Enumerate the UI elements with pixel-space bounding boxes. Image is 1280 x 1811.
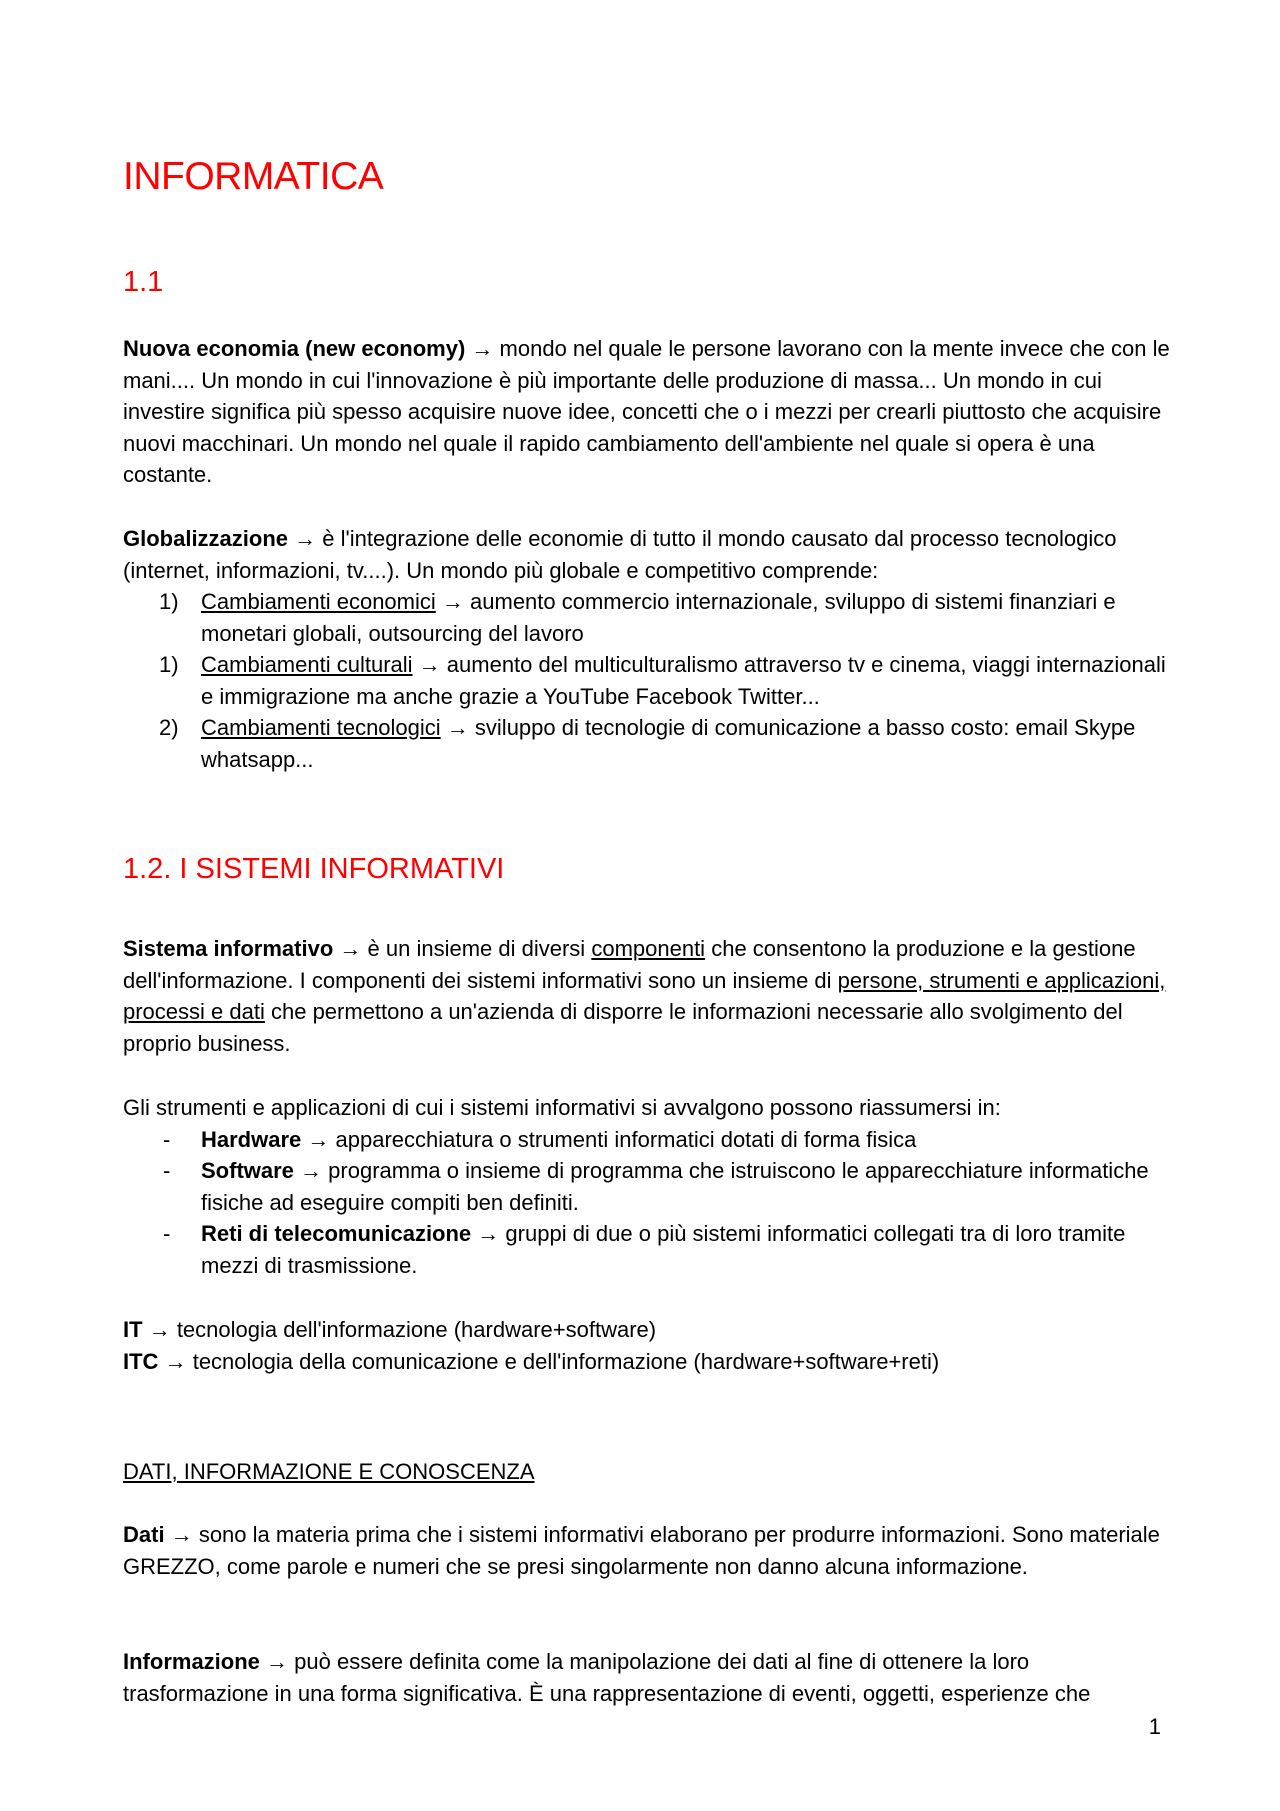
subsection-heading xyxy=(123,1456,1173,1488)
list-item-text: sviluppo di tecnologie di comunicazione a basso costo: email Skype whatsapp... xyxy=(201,715,1136,772)
paragraph-tools xyxy=(123,1092,1173,1281)
list-item-label: Cambiamenti culturali xyxy=(201,652,413,677)
term-dati: Dati xyxy=(123,1522,165,1547)
list-marker: - xyxy=(163,1126,171,1152)
list-item xyxy=(123,586,1173,649)
arrow-icon: → xyxy=(418,652,441,677)
list-item xyxy=(123,1155,1173,1218)
section-heading-1-1: 1.1 xyxy=(123,266,164,298)
tool-term: Hardware xyxy=(201,1126,302,1152)
paragraph-informazione xyxy=(123,1646,1173,1709)
arrow-icon: → xyxy=(477,1221,500,1246)
list-marker: 1) xyxy=(159,589,179,614)
arrow-icon: → xyxy=(300,1158,323,1183)
term-informazione: Informazione xyxy=(123,1649,260,1674)
info-system-text-c: che permettono a un'azienda di disporre le informazioni necessarie allo svolgimento del proprio business. xyxy=(123,999,1123,1056)
itc-text: tecnologia della comunicazione e dell'informazione (hardware+software+reti) xyxy=(192,1348,940,1374)
term-new-economy: Nuova economia (new economy) xyxy=(123,336,466,361)
page-number: 1 xyxy=(1148,1714,1161,1739)
tools-list xyxy=(123,1124,1173,1282)
paragraph-info-system xyxy=(123,933,1173,1059)
document-title: INFORMATICA xyxy=(123,155,384,198)
paragraph-new-economy xyxy=(123,333,1173,491)
arrow-icon: → xyxy=(294,526,317,551)
arrow-icon: → xyxy=(148,1317,171,1342)
list-item-label: Cambiamenti tecnologici xyxy=(201,715,441,740)
term-itc: ITC xyxy=(123,1348,159,1374)
section-heading-1-2: 1.2. I SISTEMI INFORMATIVI xyxy=(123,853,505,885)
arrow-icon: → xyxy=(266,1649,289,1674)
arrow-icon: → xyxy=(339,936,362,961)
tool-text: gruppi di due o più sistemi informatici collegati tra di loro tramite mezzi di trasmissione. xyxy=(201,1221,1126,1278)
people-tools-underlined: persone, strumenti e applicazioni, processi e dati xyxy=(123,967,1166,1024)
dati-text: sono la materia prima che i sistemi informativi elaborano per produrre informazioni. Sono materiale GREZZO, come parole e numeri che se presi singolarmente non danno alcuna informazione. xyxy=(123,1522,1160,1579)
info-system-text-b: che consentono la produzione e la gestione dell'informazione. I componenti dei sistemi informativi sono un insieme di xyxy=(123,936,1136,993)
data-section-heading: DATI, INFORMAZIONE E CONOSCENZA xyxy=(123,1459,535,1484)
paragraph-it-itc xyxy=(123,1314,1173,1377)
arrow-icon: → xyxy=(307,1126,330,1152)
globalization-text: è l'integrazione delle economie di tutto il mondo causato dal processo tecnologico (internet, informazioni, tv....). Un mondo più globale e competitivo comprende: xyxy=(123,526,1117,583)
informazione-text: può essere definita come la manipolazione dei dati al fine di ottenere la loro trasformazione in una forma significativa. È una rappresentazione di eventi, oggetti, esperienze che xyxy=(123,1649,1091,1706)
list-marker: - xyxy=(163,1158,171,1183)
list-item xyxy=(123,712,1173,775)
arrow-icon: → xyxy=(471,336,494,361)
list-item-text: aumento commercio internazionale, sviluppo di sistemi finanziari e monetari globali, outsourcing del lavoro xyxy=(201,589,1116,646)
tools-intro: Gli strumenti e applicazioni di cui i sistemi informativi si avvalgono possono riassumersi in: xyxy=(123,1095,1001,1120)
list-item-label: Cambiamenti economici xyxy=(201,589,436,614)
paragraph-globalization xyxy=(123,523,1173,775)
tool-text: apparecchiatura o strumenti informatici dotati di forma fisica xyxy=(335,1126,917,1152)
list-marker: 1) xyxy=(159,652,179,677)
term-info-system: Sistema informativo xyxy=(123,936,334,961)
list-item-text: aumento del multiculturalismo attraverso tv e cinema, viaggi internazionali e immigrazione ma anche grazie a YouTube Facebook Twitter... xyxy=(201,652,1166,709)
arrow-icon: → xyxy=(170,1522,193,1547)
list-item xyxy=(123,1218,1173,1281)
list-item xyxy=(123,1124,1173,1156)
term-it: IT xyxy=(123,1317,143,1342)
globalization-list xyxy=(123,586,1173,775)
it-text: tecnologia dell'informazione (hardware+software) xyxy=(176,1317,657,1342)
tool-term: Reti di telecomunicazione xyxy=(201,1221,472,1246)
components-underlined: componenti xyxy=(591,936,706,961)
paragraph-dati xyxy=(123,1519,1173,1582)
info-system-text-a: è un insieme di diversi xyxy=(367,936,586,961)
list-marker: - xyxy=(163,1221,171,1246)
arrow-icon: → xyxy=(446,715,469,740)
list-marker: 2) xyxy=(159,715,179,740)
tool-term: Software xyxy=(201,1158,294,1183)
tool-text: programma o insieme di programma che istruiscono le apparecchiature informatiche fisiche ad eseguire compiti ben definiti. xyxy=(201,1158,1149,1215)
term-globalization: Globalizzazione xyxy=(123,526,289,551)
list-item xyxy=(123,649,1173,712)
arrow-icon: → xyxy=(164,1348,187,1374)
arrow-icon: → xyxy=(441,589,464,614)
new-economy-text: mondo nel quale le persone lavorano con la mente invece che con le mani.... Un mondo in cui l'innovazione è più importante delle produzione di massa... Un mondo in cui investire significa più spesso acquisire nuove idee, concetti che o i mezzi per crearli piuttosto che acquisire nuovi macchinari. Un mondo nel quale il rapido cambiamento dell'ambiente nel quale si opera è una costante. xyxy=(123,336,1170,487)
